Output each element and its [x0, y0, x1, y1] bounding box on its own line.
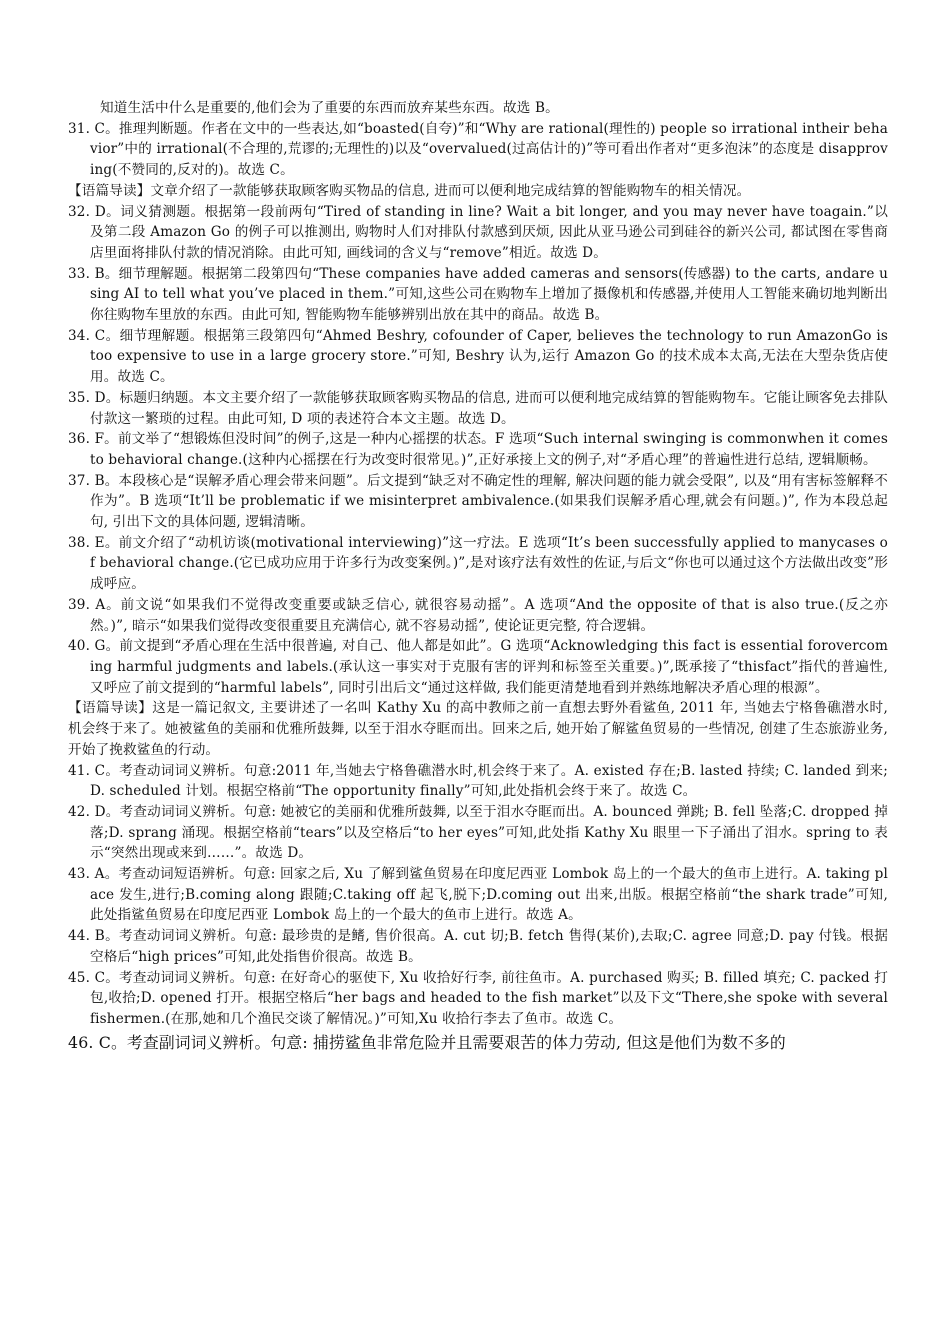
answer-item-40: 40. G。前文提到“矛盾心理在生活中很普遍, 对自己、他人都是如此”。G 选项“Acknowledging this fact is essential forovercoming harmful judgments and labels.(承认这一事实对于克服有害的评判和标签至关重要。)”,既承接了“thisfact”指代的普遍性, 又呼应了前文提到的“harmful labels”, 同时引出后文“通过这样做, 我们能更清楚地看到并熟练地解决矛盾心理的根源”。 — [68, 638, 888, 696]
answer-item-34: 34. C。细节理解题。根据第三段第四句“Ahmed Beshry, cofounder of Caper, believes the technology to run AmazonGo is too expensive to use in a large grocery store.”可知, Beshry 认为,运行 Amazon Go 的技术成本太高,无法在大型杂货店使用。故选 C。 — [68, 327, 888, 386]
answer-item-33: 33. B。细节理解题。根据第二段第四句“These companies have added cameras and sensors(传感器) to the carts, andare using AI to tell what you’ve placed in them.”可知,这些公司在购物车上增加了摄像机和传感器,并使用人工智能来确切地判断出你往购物车里放的东西。由此可知, 智能购物车能够辨别出放在其中的商品。故选 B。 — [68, 265, 888, 324]
previous-answer-continuation: 知道生活中什么是重要的,他们会为了重要的东西而放弃某些东西。故选 B。 — [100, 100, 559, 116]
answer-item-42: 42. D。考查动词词义辨析。句意: 她被它的美丽和优雅所鼓舞, 以至于泪水夺眶而出。A. bounced 弹跳; B. fell 坠落;C. dropped 掉落;D. sprang 涌现。根据空格前“tears”以及空格后“to her eyes”可知,此处指 Kathy Xu 眼里一下子涌出了泪水。spring to 表示“突然出现或来到……”。故选 D。 — [68, 803, 888, 862]
answer-group-31 — [68, 119, 888, 181]
answer-item-37: 37. B。本段核心是“误解矛盾心理会带来问题”。后文提到“缺乏对不确定性的理解, 解决问题的能力就会受限”, 以及“用有害标签解释不作为”。B 选项“It’ll be problematic if we misinterpret ambivalence.(如果我们误解矛盾心理,就会有问题。)”, 作为本段总起句, 引出下文的具体问题, 逻辑清晰。 — [68, 472, 888, 531]
answer-item-35: 35. D。标题归纳题。本文主要介绍了一款能够获取顾客购买物品的信息, 进而可以便利地完成结算的智能购物车。它能让顾客免去排队付款这一繁琐的过程。由此可知, D 项的表述符合本文主题。故选 D。 — [68, 389, 888, 427]
answer-explanations — [68, 98, 888, 1054]
answer-item-45: 45. C。考查动词词义辨析。句意: 在好奇心的驱使下, Xu 收拾好行李, 前往鱼市。A. purchased 购买; B. filled 填充; C. packed 打包,收拾;D. opened 打开。根据空格后“her bags and headed to the fish market”以及下文“There,she spoke with several fishermen.(在那,她和几个渔民交谈了解情况。)”可知,Xu 收拾行李去了鱼市。故选 C。 — [68, 969, 888, 1027]
answer-item-31: 31. C。推理判断题。作者在文中的一些表达,如“boasted(自夸)”和“Why are rational(理性的) people so irrational intheir behavior”中的 irrational(不合理的,荒谬的;无理性的)以及“overvalued(过高估计的)”等可看出作者对“更多泡沫”的态度是 disapproving(不赞同的,反对的)。故选 C。 — [68, 120, 889, 179]
answer-item-41: 41. C。考查动词词义辨析。句意:2011 年,当她去宁格鲁礁潜水时,机会终于来了。A. existed 存在;B. lasted 持续; C. landed 到来;D. scheduled 计划。根据空格前“The opportunity finally”可知,此处指机会终于来了。故选 C。 — [68, 762, 888, 800]
answer-item-43: 43. A。考查动词短语辨析。句意: 回家之后, Xu 了解到鲨鱼贸易在印度尼西亚 Lombok 岛上的一个最大的鱼市上进行。A. taking place 发生,进行;B.coming along 跟随;C.taking off 起飞,脱下;D.coming out 出来,出版。根据空格前“the shark trade”可知, 此处指鲨鱼贸易在印度尼西亚 Lombok 岛上的一个最大的鱼市上进行。故选 A。 — [68, 866, 888, 924]
answer-group-32-40 — [68, 202, 888, 699]
answer-item-39: 39. A。前文说“如果我们不觉得改变重要或缺乏信心, 就很容易动摇”。A 选项“And the opposite of that is also true.(反之亦然。)”, 暗示“如果我们觉得改变很重要且充满信心, 就不容易动摇”, 使论证更完整, 符合逻辑。 — [68, 596, 888, 634]
passage-guide: 【语篇导读】文章介绍了一款能够获取顾客购买物品的信息, 进而可以便利地完成结算的智能购物车的相关情况。 — [68, 182, 751, 199]
answer-item-32: 32. D。词义猜测题。根据第一段前两句“Tired of standing in line? Wait a bit longer, and you may never have toagain.”以及第二段 Amazon Go 的例子可以推测出, 购物时人们对排队付款感到厌烦, 因此从亚马逊公司到硅谷的新兴公司, 都试图在零售商店里面将排队付款的情况消除。由此可知, 画线词的含义与“remove”相近。故选 D。 — [68, 203, 888, 261]
answer-item-46: 46. C。考查副词词义辨析。句意: 捕捞鲨鱼非常危险并且需要艰苦的体力劳动, 但这是他们为数不多的 — [68, 1032, 786, 1052]
answer-item-44: 44. B。考查动词词义辨析。句意: 最珍贵的是鳍, 售价很高。A. cut 切;B. fetch 售得(某价),去取;C. agree 同意;D. pay 付钱。根据空格后“high prices”可知,此处指售价很高。故选 B。 — [68, 928, 888, 965]
answer-item-36: 36. F。前文举了“想锻炼但没时间”的例子,这是一种内心摇摆的状态。F 选项“Such internal swinging is commonwhen it comes to behavioral change.(这种内心摇摆在行为改变时很常见。)”,正好承接上文的例子,对“矛盾心理”的普遍性进行总结, 逻辑顺畅。 — [68, 431, 888, 468]
answer-group-41-45 — [68, 761, 888, 1030]
answer-item-38: 38. E。前文介绍了“动机访谈(motivational interviewing)”这一疗法。E 选项“It’s been successfully applied to manycases of behavioral change.(它已成功应用于许多行为改变案例。)”,是对该疗法有效性的佐证,与后文“你也可以通过这个方法做出改变”形成呼应。 — [68, 534, 888, 593]
passage-guide: 【语篇导读】这是一篇记叙文, 主要讲述了一名叫 Kathy Xu 的高中教师之前一直想去野外看鲨鱼, 2011 年, 当她去宁格鲁礁潜水时, 机会终于来了。她被鲨鱼的美丽和优雅所鼓舞, 以至于泪水夺眶而出。回来之后, 她开始了解鲨鱼贸易的一些情况, 创建了生态旅游业务, 开始了挽救鲨鱼的行动。 — [68, 700, 888, 758]
